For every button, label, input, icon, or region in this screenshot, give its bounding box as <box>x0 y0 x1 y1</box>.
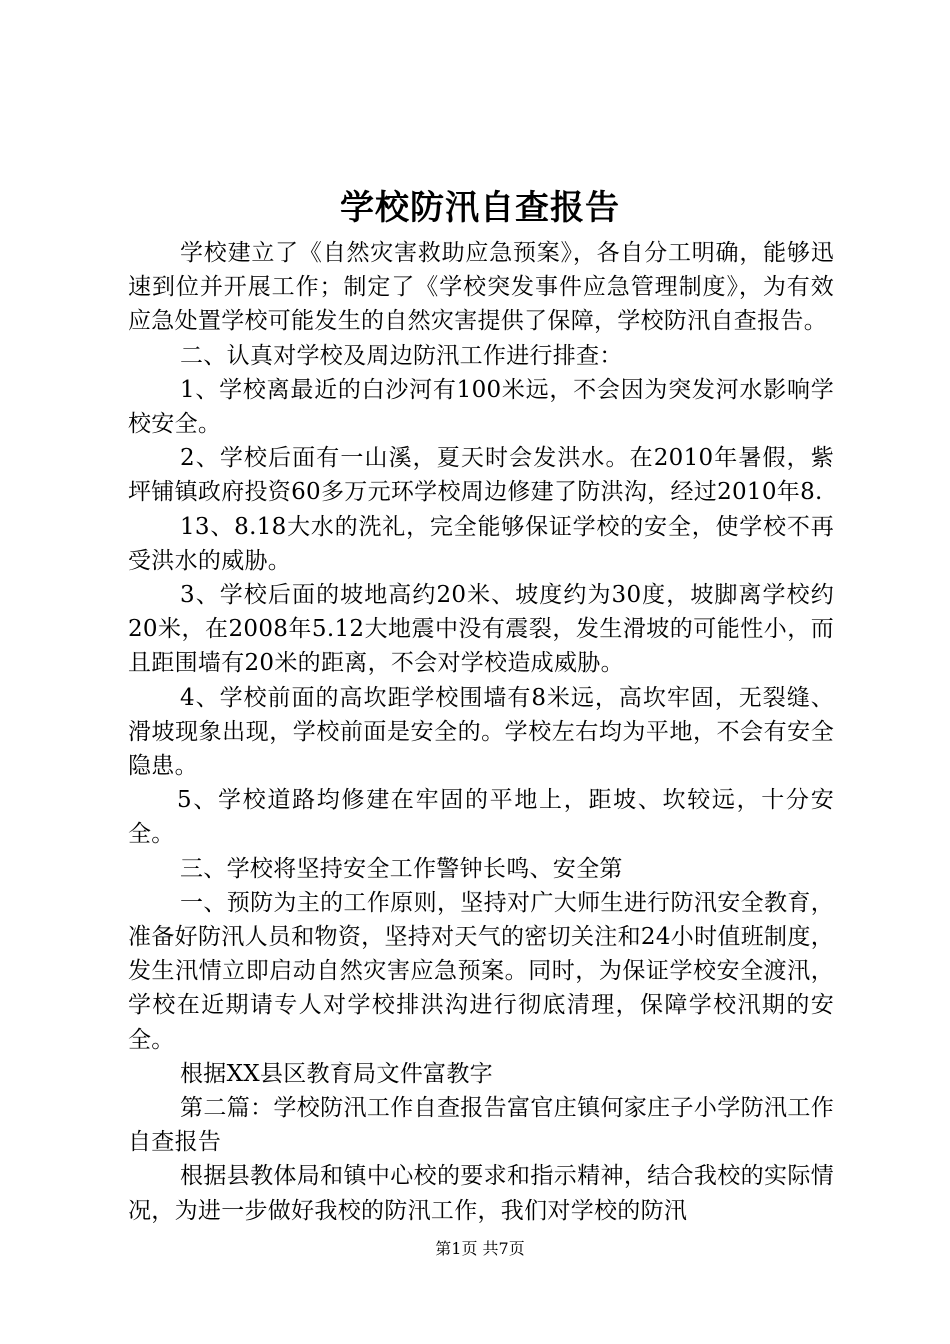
paragraph-chapter-2-title: 第二篇：学校防汛工作自查报告富官庄镇何家庄子小学防汛工作自查报告 <box>128 1095 834 1156</box>
paragraph-item-4: 4、学校前面的高坎距学校围墙有8米远，高坎牢固，无裂缝、滑坡现象出现，学校前面是安全的。学校左右均为平地，不会有安全隐患。 <box>128 684 834 780</box>
document-body <box>128 236 834 1228</box>
paragraph-item-3: 3、学校后面的坡地高约20米、坡度约为30度，坡脚离学校约20米，在2008年5.12大地震中没有震裂，发生滑坡的可能性小，而且距围墙有20米的距离，不会对学校造成威胁。 <box>128 582 834 677</box>
paragraph-item-5: 5、学校道路均修建在牢固的平地上，距坡、坎较远，十分安全。 <box>128 787 834 848</box>
paragraph-item-1: 1、学校离最近的白沙河有100米远，不会因为突发河水影响学校安全。 <box>128 376 834 438</box>
paragraph-section-2-heading: 二、认真对学校及周边防汛工作进行排查： <box>180 342 623 369</box>
paragraph-intro: 学校建立了《自然灾害救助应急预案》，各自分工明确，能够迅速到位并开展工作；制定了《学校突发事件应急管理制度》，为有效应急处置学校可能发生的自然灾害提供了保障，学校防汛自查报告。 <box>128 240 834 335</box>
paragraph-reference: 根据XX县区教育局文件富教字 <box>180 1060 493 1087</box>
paragraph-item-13: 13、8.18大水的洗礼，完全能够保证学校的安全，使学校不再受洪水的威胁。 <box>128 513 834 574</box>
document-title: 学校防汛自查报告 <box>340 188 620 228</box>
paragraph-item-2: 2、学校后面有一山溪，夏天时会发洪水。在2010年暑假，紫坪铺镇政府投资60多万元环学校周边修建了防洪沟，经过2010年8. <box>128 445 834 506</box>
page-indicator: 第1页 共7页 <box>435 1239 525 1258</box>
paragraph-chapter-2-body: 根据县教体局和镇中心校的要求和指示精神，结合我校的实际情况，为进一步做好我校的防汛工作，我们对学校的防汛 <box>128 1163 834 1224</box>
paragraph-section-3-heading: 三、学校将坚持安全工作警钟长鸣、安全第 <box>180 855 623 882</box>
paragraph-prevention: 一、预防为主的工作原则，坚持对广大师生进行防汛安全教育，准备好防汛人员和物资，坚持对天气的密切关注和24小时值班制度，发生汛情立即启动自然灾害应急预案。同时，为保证学校安全渡汛，学校在近期请专人对学校排洪沟进行彻底清理，保障学校汛期的安全。 <box>128 889 834 1053</box>
